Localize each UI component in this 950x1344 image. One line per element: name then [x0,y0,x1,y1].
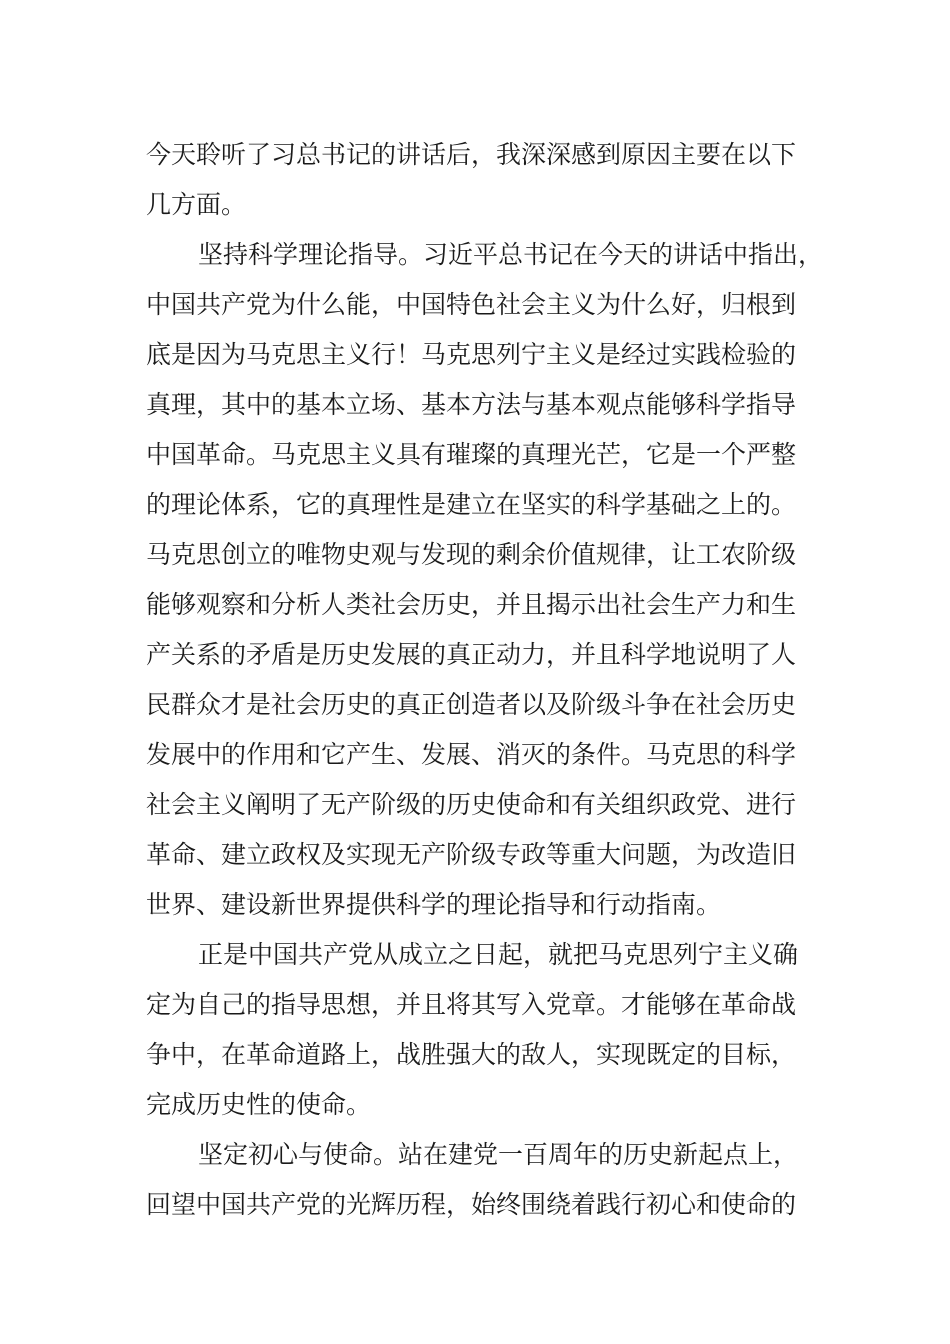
text-line: 真理，其中的基本立场、基本方法与基本观点能够科学指导 [146,390,797,419]
text-line: 争中，在革命道路上，战胜强大的敌人，实现既定的目标， [146,1040,797,1069]
text-line: 中国革命。马克思主义具有璀璨的真理光芒，它是一个严整 [146,440,797,469]
text-line: 革命、建立政权及实现无产阶级专政等重大问题，为改造旧 [146,840,797,869]
text-line: 的理论体系，它的真理性是建立在坚实的科学基础之上的。 [146,490,797,519]
text-line: 回望中国共产党的光辉历程，始终围绕着践行初心和使命的 [146,1190,797,1219]
text-line: 民群众才是社会历史的真正创造者以及阶级斗争在社会历史 [146,690,797,719]
text-line: 几方面。 [146,190,247,219]
paragraph-start-line: 正是中国共产党从成立之日起，就把马克思列宁主义确 [198,940,799,969]
text-line: 定为自己的指导思想，并且将其写入党章。才能够在革命战 [146,990,797,1019]
text-line: 世界、建设新世界提供科学的理论指导和行动指南。 [146,890,722,919]
text-line: 今天聆听了习总书记的讲话后，我深深感到原因主要在以下 [146,140,797,169]
text-line: 能够观察和分析人类社会历史，并且揭示出社会生产力和生 [146,590,797,619]
text-line: 中国共产党为什么能，中国特色社会主义为什么好，归根到 [146,290,797,319]
text-line: 发展中的作用和它产生、发展、消灭的条件。马克思的科学 [146,740,797,769]
text-line: 社会主义阐明了无产阶级的历史使命和有关组织政党、进行 [146,790,797,819]
text-line: 完成历史性的使命。 [146,1090,372,1119]
text-line: 底是因为马克思主义行！马克思列宁主义是经过实践检验的 [146,340,797,369]
paragraph-start-line: 坚定初心与使命。站在建党一百周年的历史新起点上， [198,1140,799,1169]
body-text [146,130,824,1230]
text-line: 产关系的矛盾是历史发展的真正动力，并且科学地说明了人 [146,640,797,669]
text-line: 马克思创立的唯物史观与发现的剩余价值规律，让工农阶级 [146,540,797,569]
paragraph-start-line: 坚持科学理论指导。习近平总书记在今天的讲话中指出， [198,240,824,269]
